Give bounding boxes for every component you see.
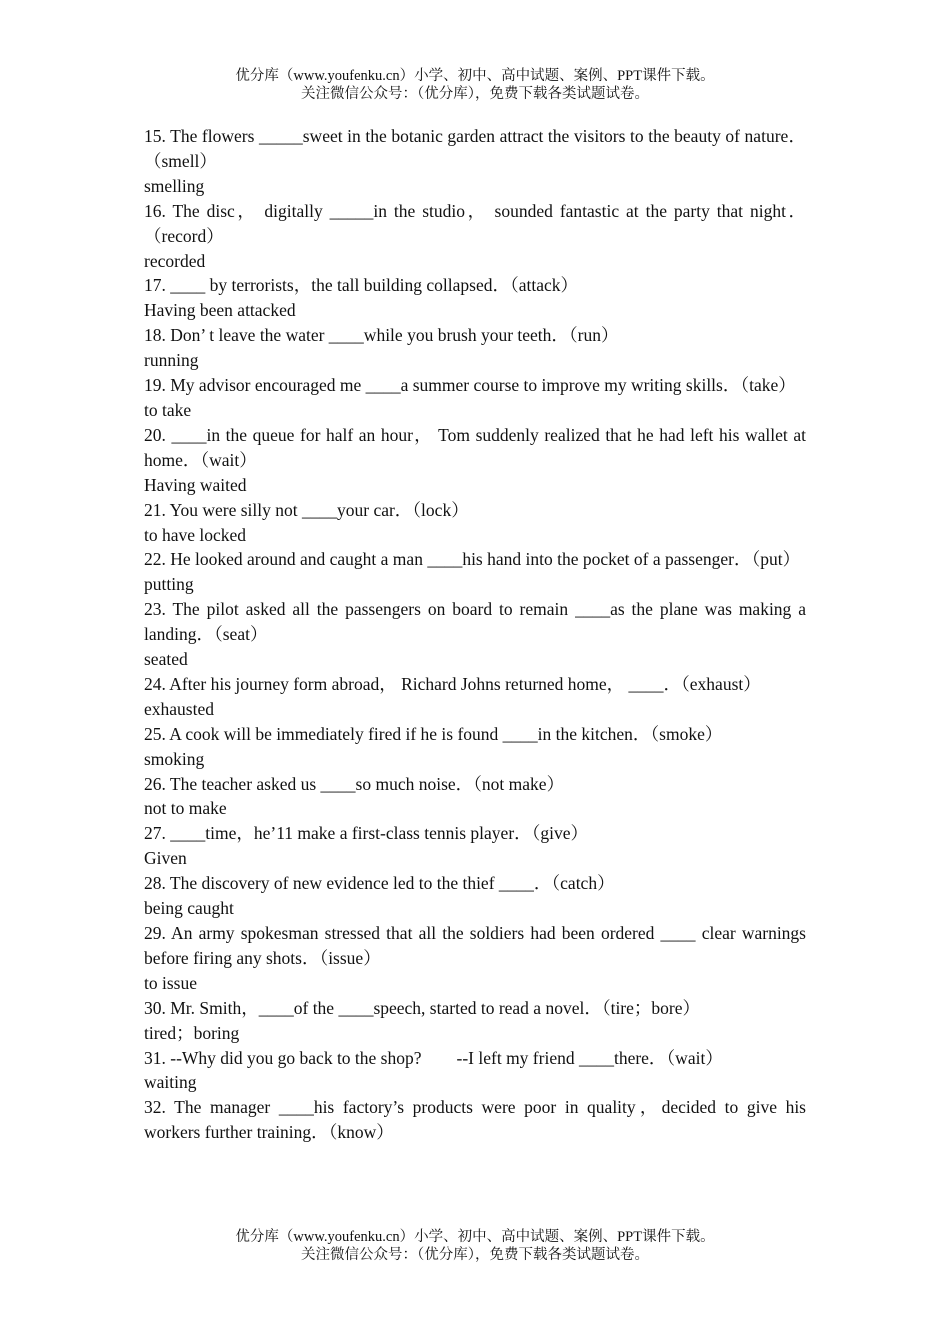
exercise-list xyxy=(144,124,806,1145)
exercise-item xyxy=(144,199,806,274)
answer-text: to issue xyxy=(144,972,197,993)
exercise-item xyxy=(144,124,806,199)
question-text: 29. An army spokesman stressed that all the soldiers had been ordered ____ clear warnings before firing any shots．（issue） xyxy=(144,923,806,968)
answer-text: running xyxy=(144,350,199,371)
exercise-item xyxy=(144,1095,806,1145)
exercise-item xyxy=(144,323,806,373)
exercise-item xyxy=(144,547,806,597)
answer-text: seated xyxy=(144,649,188,670)
answer-text: to take xyxy=(144,399,192,420)
question-text: 24. After his journey form abroad， Richard Johns returned home， ____．（exhaust） xyxy=(144,673,761,694)
question-text: 22. He looked around and caught a man ____his hand into the pocket of a passenger．（put） xyxy=(144,549,801,570)
question-text: 17. ____ by terrorists，the tall building collapsed．（attack） xyxy=(144,275,579,296)
answer-text: smelling xyxy=(144,175,205,196)
header-line-1: 优分库（www.youfenku.cn）小学、初中、高中试题、案例、PPT课件下载。 xyxy=(235,68,715,84)
exercise-item xyxy=(144,373,806,423)
page-header xyxy=(0,67,950,103)
answer-text: waiting xyxy=(144,1072,197,1093)
question-text: 27. ____time，he’11 make a first-class tennis player．（give） xyxy=(144,823,589,844)
exercise-item xyxy=(144,597,806,672)
exercise-item xyxy=(144,821,806,871)
question-text: 20. ____in the queue for half an hour， Tom suddenly realized that he had left his wallet at home．（wait） xyxy=(144,424,806,470)
answer-text: Given xyxy=(144,848,187,869)
exercise-item xyxy=(144,871,806,921)
answer-text: Having waited xyxy=(144,474,247,495)
answer-text: to have locked xyxy=(144,524,247,545)
question-text: 23. The pilot asked all the passengers on board to remain ____as the plane was making a landing．（seat） xyxy=(144,599,806,645)
question-text: 31. --Why did you go back to the shop? --I left my friend ____there．（wait） xyxy=(144,1047,723,1068)
answer-text: Having been attacked xyxy=(144,300,296,321)
exercise-item xyxy=(144,1046,806,1096)
answer-text: being caught xyxy=(144,898,234,919)
answer-text: smoking xyxy=(144,748,205,769)
page-footer xyxy=(0,1228,950,1264)
header-line-2: 关注微信公众号：（优分库），免费下载各类试题试卷。 xyxy=(301,86,649,102)
question-text: 16. The disc， digitally _____in the studio， sounded fantastic at the party that night．（record） xyxy=(144,200,806,246)
footer-line-1: 优分库（www.youfenku.cn）小学、初中、高中试题、案例、PPT课件下载。 xyxy=(235,1229,715,1245)
footer-line-2: 关注微信公众号：（优分库），免费下载各类试题试卷。 xyxy=(301,1247,649,1263)
exercise-item xyxy=(144,273,806,323)
exercise-item xyxy=(144,423,806,498)
exercise-item xyxy=(144,672,806,722)
question-text: 15. The flowers _____sweet in the botanic garden attract the visitors to the beauty of nature．（smell） xyxy=(144,126,806,171)
question-text: 25. A cook will be immediately fired if he is found ____in the kitchen．（smoke） xyxy=(144,723,723,744)
question-text: 18. Don’ t leave the water ____while you brush your teeth．（run） xyxy=(144,325,619,346)
question-text: 26. The teacher asked us ____so much noise．（not make） xyxy=(144,773,565,794)
question-text: 21. You were silly not ____your car．（lock） xyxy=(144,499,469,520)
question-text: 28. The discovery of new evidence led to the thief ____．（catch） xyxy=(144,873,615,894)
question-text: 30. Mr. Smith，____of the ____speech, started to read a novel．（tire；bore） xyxy=(144,997,700,1018)
exercise-item xyxy=(144,772,806,822)
question-text: 32. The manager ____his factory’s products were poor in quality，decided to give his workers further training．（know） xyxy=(144,1097,806,1143)
answer-text: recorded xyxy=(144,250,206,271)
answer-text: not to make xyxy=(144,798,227,819)
answer-text: tired；boring xyxy=(144,1022,240,1043)
question-text: 19. My advisor encouraged me ____a summer course to improve my writing skills．（take） xyxy=(144,375,796,396)
answer-text: putting xyxy=(144,574,194,595)
exercise-item xyxy=(144,498,806,548)
answer-text: exhausted xyxy=(144,698,214,719)
exercise-item xyxy=(144,996,806,1046)
exercise-item xyxy=(144,722,806,772)
exercise-item xyxy=(144,921,806,996)
